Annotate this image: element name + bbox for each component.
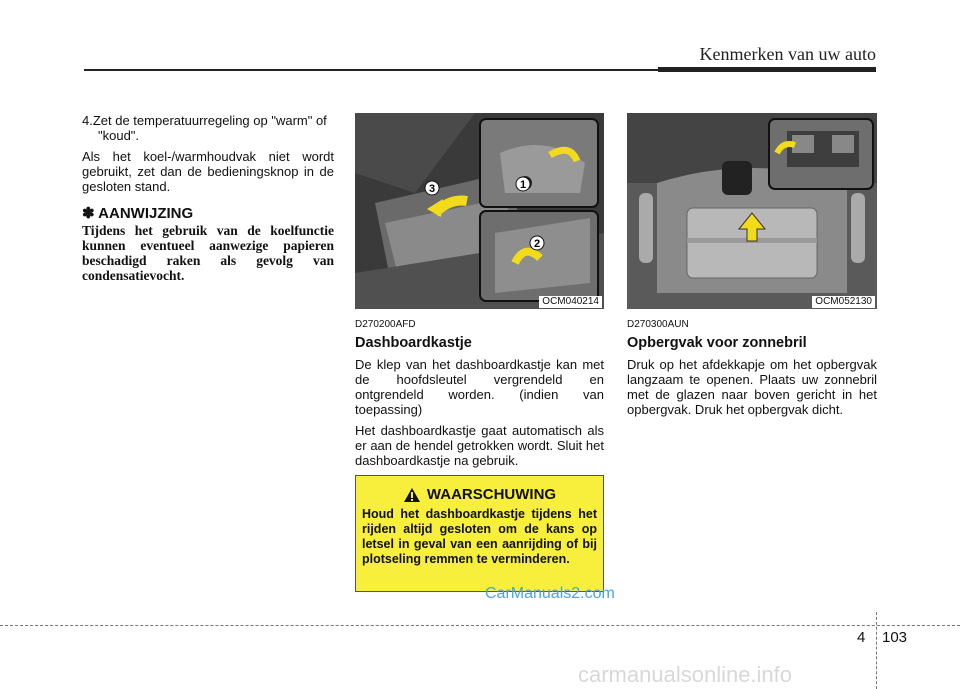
column-left (82, 113, 334, 283)
page-number: 103 (882, 629, 908, 646)
footer-rule (0, 625, 960, 626)
section-code: D270300AUN (627, 319, 689, 330)
callout-2: 2 (533, 238, 541, 250)
column-right (627, 113, 877, 423)
sunglass-holder-figure (627, 113, 877, 309)
figure-code: OCM052130 (812, 296, 875, 308)
section-title: Opbergvak voor zonnebril (627, 335, 807, 351)
warning-header (362, 486, 597, 503)
note-title: ✽ AANWIJZING (82, 205, 194, 222)
warning-triangle-icon (403, 487, 421, 503)
section-code: D270200AFD (355, 319, 416, 330)
watermark-link[interactable]: CarManuals2.com (485, 585, 615, 602)
note-body: Tijdens het gebruik van de koelfunctie kunnen eventueel aanwezige papieren beschadigd raken als gevolg van condensatievocht. (82, 223, 334, 283)
callout-3: 3 (428, 183, 436, 195)
glovebox-paragraph-1: De klep van het dashboardkastje kan met de hoofdsleutel vergrendeld en ontgrendeld worden. (indien van toepassing) (355, 357, 604, 417)
watermark-footer: carmanualsonline.info (578, 662, 793, 687)
paragraph-closed-position: Als het koel-/warmhoudvak niet wordt gebruikt, zet dan de bedieningsknop in de gesloten stand. (82, 149, 334, 194)
figure-code: OCM040214 (539, 296, 602, 308)
warning-body: Houd het dashboardkastje tijdens het rijden altijd gesloten om de kans op letsel in geval van een aanrijding of bij plotseling remmen te verminderen. (362, 507, 597, 566)
column-middle (355, 113, 604, 474)
header-title: Kenmerken van uw auto (699, 44, 876, 64)
glovebox-figure (355, 113, 604, 309)
header-rule-accent (658, 67, 876, 72)
sunglass-paragraph: Druk op het afdekkapje om het opbergvak langzaam te openen. Plaats uw zonnebril met de glazen naar boven gericht in het opbergvak. Druk het opbergvak dicht. (627, 357, 877, 417)
callout-1: 1 (519, 179, 527, 191)
glovebox-illustration (355, 113, 604, 309)
section-title: Dashboardkastje (355, 335, 472, 351)
glovebox-paragraph-2: Het dashboardkastje gaat automatisch als er aan de hendel getrokken wordt. Sluit het dashboardkastje na gebruik. (355, 423, 604, 468)
footer-divider (876, 612, 877, 689)
sunglass-holder-illustration (627, 113, 877, 309)
warning-title: WAARSCHUWING (426, 486, 557, 503)
step-4-text: 4.Zet de temperatuurregeling op "warm" of "koud". (82, 113, 327, 143)
chapter-number: 4 (857, 629, 866, 646)
warning-box (355, 475, 604, 592)
